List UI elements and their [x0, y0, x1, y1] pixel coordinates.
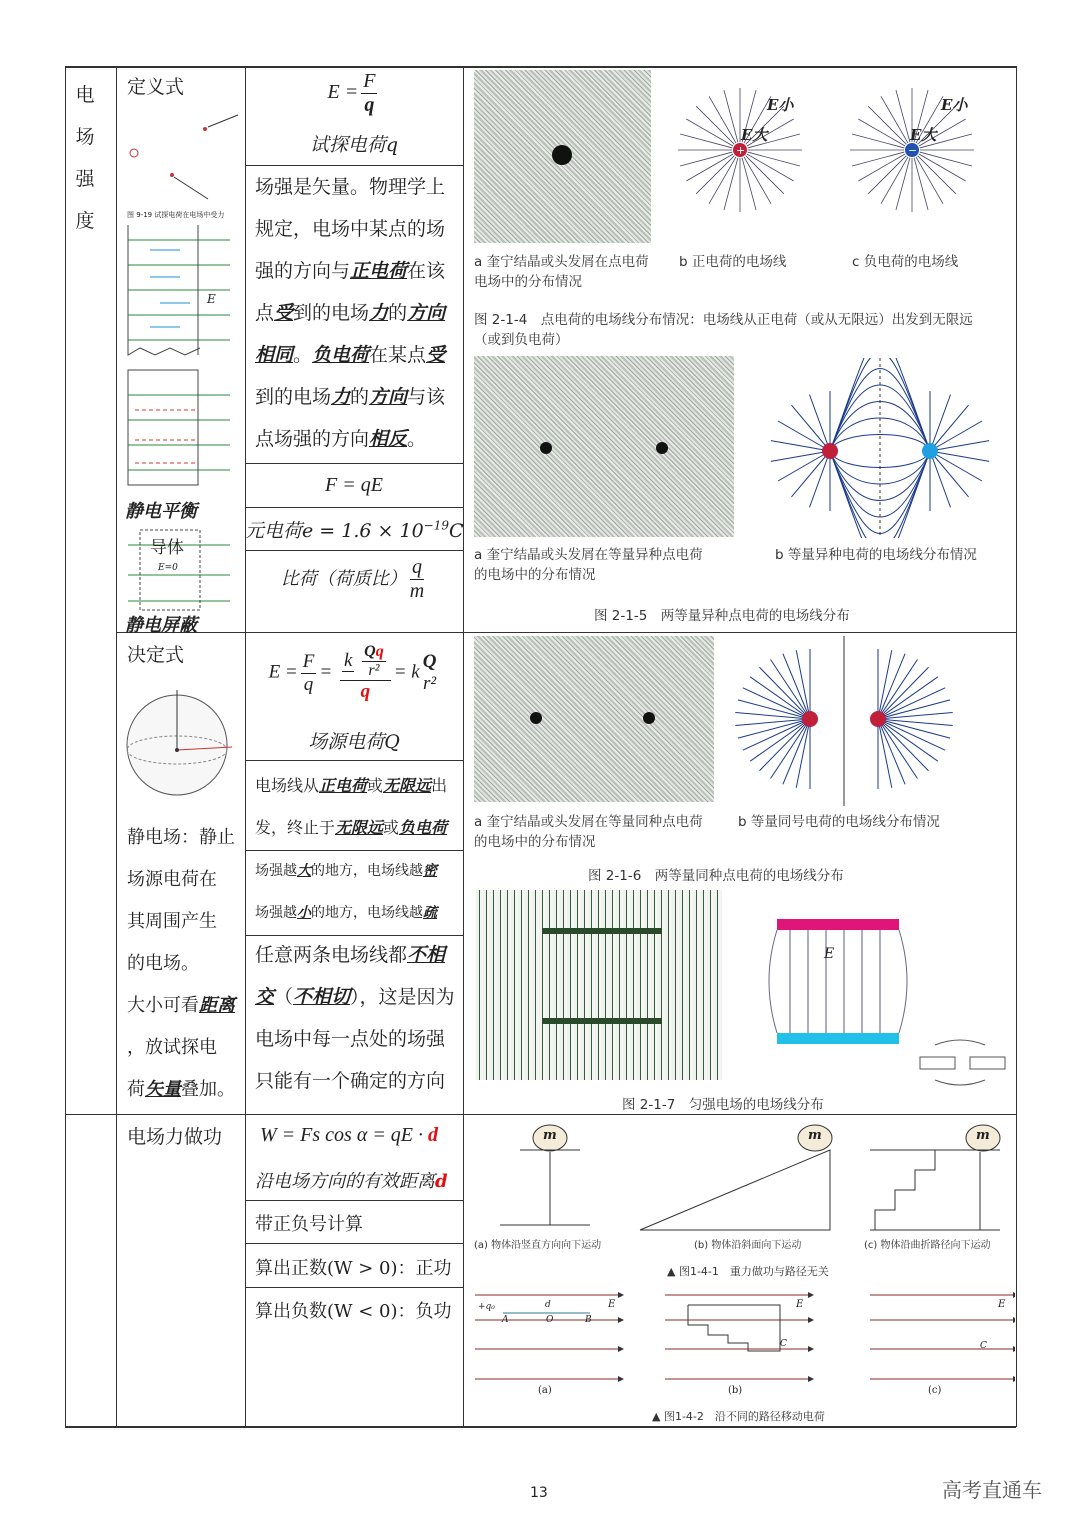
- emphasis-text: 正电荷: [350, 260, 408, 282]
- plate: [542, 1018, 662, 1024]
- charge-dot: [552, 145, 572, 165]
- specific-charge: [245, 556, 463, 603]
- emphasis-text: 方向: [407, 302, 446, 324]
- text-line: [255, 892, 460, 934]
- numerator: F: [363, 70, 376, 92]
- figure-caption: ▲ 图1-4-2 沿不同的路径移动电荷: [652, 1410, 825, 1423]
- figure-subcaption: b 等量异种电荷的电场线分布情况: [775, 547, 977, 563]
- text: 到的电场: [255, 386, 332, 408]
- field-label: E: [824, 946, 835, 962]
- field-line: [868, 106, 906, 144]
- text-line: [127, 1069, 243, 1111]
- point-a: A: [502, 1315, 509, 1325]
- exponent: −19: [423, 518, 449, 533]
- path-line: [688, 1305, 780, 1351]
- text: 场强越: [255, 863, 297, 879]
- like-charges-photo: [474, 636, 714, 802]
- denominator: q: [303, 673, 314, 695]
- k: k: [411, 661, 420, 683]
- determination-formula: E = $\frac{F}{q}$ = k $\frac{Qq}{\text{r²}}$ q = k Q r²: [268, 643, 437, 702]
- q: q: [375, 643, 384, 660]
- text: 在某点: [369, 344, 427, 366]
- text-line: [127, 859, 243, 901]
- emphasis-text: 疏: [423, 905, 437, 921]
- work-formula: [260, 1124, 438, 1147]
- elementary-charge: [245, 516, 463, 543]
- field-line: [791, 451, 830, 497]
- emphasis-text: 无限远: [383, 776, 432, 795]
- determination-label: 决定式: [127, 644, 185, 666]
- text-line: [255, 807, 460, 849]
- numerator: F: [302, 650, 315, 672]
- distance-label: d: [545, 1300, 551, 1310]
- field-label: E: [608, 1299, 616, 1310]
- source-charge-note: 场源电荷Q: [308, 731, 400, 753]
- figure-subcaption: b 正电荷的电场线: [679, 254, 787, 270]
- arrowhead: [618, 1376, 624, 1382]
- arrowhead: [1013, 1292, 1015, 1298]
- electrostatic-shielding-label: 静电屏蔽: [125, 615, 197, 636]
- text: 规定，电场中某点的场: [255, 218, 446, 240]
- charge-sign: +: [736, 144, 746, 157]
- text: （: [274, 986, 294, 1008]
- conductor-label: 导体: [150, 538, 184, 558]
- field-line: [809, 395, 830, 451]
- text: 荷: [127, 1079, 145, 1100]
- r2: r²: [368, 662, 380, 679]
- text-line: [255, 1018, 460, 1060]
- field-line: [930, 451, 951, 507]
- emphasis-text: 力: [331, 386, 351, 408]
- emphasis-text: 负电荷: [399, 818, 448, 837]
- positive-charge: [802, 711, 818, 727]
- text: 或: [383, 818, 400, 837]
- text: 只能有一个确定的方向: [255, 1070, 446, 1092]
- cell-line: [245, 1200, 463, 1201]
- text: 的电场。: [127, 953, 199, 974]
- point-c: C: [780, 1339, 787, 1349]
- numerator: q: [411, 556, 422, 578]
- figure-subcaption: (b) 物体沿斜面向下运动: [694, 1240, 802, 1251]
- field-line: [759, 667, 810, 719]
- figure-subcaption: b 等量同号电荷的电场线分布情况: [738, 814, 940, 830]
- figure-subcaption: a 奎宁结晶或头发屑在等量同种点电荷的电场中的分布情况: [474, 814, 703, 850]
- text: 到的电场: [293, 302, 370, 324]
- page-number: 13: [530, 1485, 548, 1501]
- title-char: 电: [75, 84, 95, 106]
- field-line: [791, 405, 830, 451]
- text: 的地方，电场线越: [311, 863, 423, 879]
- emphasis-text: 相同: [255, 344, 294, 366]
- title-char: 强: [75, 168, 95, 190]
- point-b: B: [585, 1315, 592, 1325]
- text-line: [127, 817, 243, 859]
- arrowhead: [618, 1317, 624, 1323]
- text-line: [255, 334, 460, 376]
- figure-caption: 图 9-19 试探电荷在电场中受力: [127, 211, 225, 219]
- cell-line: [245, 463, 463, 464]
- field-line: [830, 451, 930, 538]
- col-line: [116, 66, 117, 1427]
- opposite-charges-field-lines: [760, 358, 1005, 538]
- point-c: C: [980, 1341, 987, 1351]
- charge-dot: [540, 442, 552, 454]
- figure-subcaption: (b): [728, 1385, 743, 1396]
- q: q: [360, 681, 371, 702]
- label: 比荷（荷质比）: [280, 568, 407, 590]
- text-line: [255, 850, 460, 892]
- text: ），这是因为: [350, 986, 455, 1008]
- field-line: [830, 451, 930, 538]
- text-line: [127, 1027, 243, 1069]
- field-line: [868, 156, 906, 194]
- text-line: [255, 292, 460, 334]
- text-line: [255, 166, 460, 208]
- mass-label: m: [976, 1128, 990, 1143]
- emphasis-text: 受: [274, 302, 294, 324]
- like-charges-field-lines: [735, 636, 955, 806]
- text: 的: [350, 386, 370, 408]
- col-line: [65, 66, 66, 1427]
- parallel-plates-photo: [476, 890, 722, 1080]
- watermark: 高考直通车: [942, 1478, 1042, 1502]
- value: e = 1.6 × 10: [302, 520, 424, 542]
- text-line: [127, 985, 243, 1027]
- arrowhead: [1013, 1317, 1015, 1323]
- figure-subcaption: (c) 物体沿曲折路径向下运动: [864, 1240, 991, 1251]
- formula-lhs: E =: [268, 661, 298, 683]
- point-o: O: [546, 1315, 554, 1325]
- field-line: [918, 156, 956, 194]
- negative-charge: [922, 443, 938, 459]
- r2: r²: [423, 673, 437, 694]
- emphasis-text: 力: [369, 302, 389, 324]
- field-label: E: [207, 292, 216, 306]
- no-cross-description: [255, 934, 460, 1102]
- field-line: [878, 667, 929, 719]
- field-line: [809, 451, 830, 507]
- row-line: [116, 632, 1016, 633]
- direction-description: [255, 166, 460, 460]
- emphasis-text: 矢量: [145, 1079, 181, 1100]
- force-formula: F = qE: [325, 474, 383, 496]
- text-line: [255, 250, 460, 292]
- field-line: [746, 156, 784, 194]
- e-big-label: E大: [910, 126, 937, 144]
- effective-distance: [255, 1167, 448, 1193]
- figure-subcaption: c 负电荷的电场线: [852, 254, 959, 270]
- plate: [542, 928, 662, 934]
- text: 电场中每一点处的场强: [255, 1028, 446, 1050]
- figure-subcaption: (a): [538, 1385, 552, 1396]
- emphasis-text: 小: [297, 905, 311, 921]
- work-label: 电场力做功: [127, 1126, 223, 1148]
- e-small-label: E小: [941, 96, 968, 114]
- text: 。: [407, 428, 427, 450]
- section-title: [72, 74, 98, 242]
- text-line: [127, 943, 243, 985]
- table-border-top: [65, 66, 1016, 68]
- emphasis-text: 无限远: [335, 818, 384, 837]
- charge-dot: [643, 712, 655, 724]
- text: 沿电场方向的有效距离: [255, 1171, 435, 1192]
- emphasis-text: 密: [423, 863, 437, 879]
- opposite-charges-photo: [474, 356, 734, 537]
- emphasis-text: 正电荷: [319, 776, 368, 795]
- negative-work: 算出负数(W < 0)：负功: [255, 1301, 452, 1322]
- charged-conductors-sketch: [915, 1035, 1010, 1090]
- electrostatic-equilibrium-label: 静电平衡: [125, 501, 197, 522]
- figure-caption: 图 2-1-6 两等量同种点电荷的电场线分布: [588, 868, 844, 884]
- zero-field-label: E=0: [158, 563, 178, 573]
- text: 大小可看: [127, 995, 199, 1016]
- cell-line: [245, 550, 463, 551]
- charge-dot: [530, 712, 542, 724]
- cell-line: [245, 1243, 463, 1244]
- denominator: q: [364, 94, 375, 116]
- charge-sign: −: [908, 144, 918, 157]
- text: 的地方，电场线越: [311, 905, 423, 921]
- text: 在该: [407, 260, 446, 282]
- field-line: [830, 451, 930, 468]
- text: 出: [431, 776, 448, 795]
- text: 或: [367, 776, 384, 795]
- definition-formula: [245, 70, 463, 117]
- charge-path-diagrams: [470, 1285, 1015, 1385]
- distance-d: d: [435, 1171, 448, 1192]
- emphasis-text: 大: [297, 863, 311, 879]
- emphasis-text: 负电荷: [312, 344, 370, 366]
- arrowhead: [808, 1317, 814, 1323]
- unit: C: [448, 520, 464, 542]
- cell-line: [245, 507, 463, 508]
- field-line: [878, 719, 929, 771]
- static-field-description: [127, 817, 243, 1111]
- arrowhead: [618, 1346, 624, 1352]
- arrowhead: [618, 1292, 624, 1298]
- text-line: [255, 418, 460, 460]
- text: 其周围产生: [127, 911, 217, 932]
- figure-subcaption: a 奎宁结晶或头发屑在点电荷电场中的分布情况: [474, 254, 649, 290]
- field-label: E: [796, 1299, 804, 1310]
- emphasis-text: 不相切: [293, 986, 351, 1008]
- emphasis-text: 不相: [407, 944, 446, 966]
- formula-text: W = Fs cos α = qE ·: [260, 1124, 429, 1146]
- e-small-label: E小: [767, 96, 794, 114]
- denominator: m: [409, 580, 425, 602]
- text-line: [255, 376, 460, 418]
- table-border-bottom: [65, 1426, 1016, 1428]
- text: 叠加。: [181, 1079, 235, 1100]
- emphasis-text: 交: [255, 986, 275, 1008]
- text: 。: [293, 344, 313, 366]
- mass-label: m: [543, 1128, 557, 1143]
- sign-note: 带正负号计算: [255, 1214, 363, 1235]
- test-charge-note: 试探电荷q: [309, 134, 399, 156]
- text: 场强越: [255, 905, 297, 921]
- charge-dot: [656, 442, 668, 454]
- row-line: [65, 1114, 1016, 1115]
- field-label: E: [998, 1299, 1006, 1310]
- field-line: [930, 451, 969, 497]
- figure-caption: 图 2-1-5 两等量异种点电荷的电场线分布: [594, 608, 850, 624]
- emphasis-text: 相反: [369, 428, 408, 450]
- col-line: [463, 66, 464, 1427]
- mass-label: m: [808, 1128, 822, 1143]
- field-line-origin: [255, 765, 460, 849]
- emphasis-text: 方向: [369, 386, 408, 408]
- text: 点场强的方向: [255, 428, 370, 450]
- figure-caption: 图 2-1-4 点电荷的电场线分布情况：电场线从正电荷（或从无限远）出发到无限远（或到负电荷）: [474, 312, 973, 348]
- field-line: [930, 395, 951, 451]
- text: 场强是矢量。物理学上: [255, 176, 446, 198]
- text: 点: [255, 302, 275, 324]
- field-line: [930, 405, 969, 451]
- text: 与该: [407, 386, 446, 408]
- distance-d: d: [428, 1124, 439, 1146]
- positive-charge: [870, 711, 886, 727]
- arrowhead: [808, 1292, 814, 1298]
- text: 场源电荷在: [127, 869, 217, 890]
- cell-line: [245, 1287, 463, 1288]
- k: k: [343, 649, 353, 671]
- field-line: [696, 106, 734, 144]
- text: 发，终止于: [255, 818, 336, 837]
- positive-work: 算出正数(W > 0)：正功: [255, 1258, 452, 1279]
- figure-subcaption: (c): [928, 1385, 942, 1396]
- figure-caption: ▲ 图1-4-1 重力做功与路径无关: [667, 1265, 829, 1278]
- field-line: [759, 719, 810, 771]
- col-line: [1016, 66, 1017, 1427]
- figure-subcaption: (a) 物体沿竖直方向向下运动: [474, 1240, 602, 1251]
- text: 任意两条电场线都: [255, 944, 408, 966]
- title-char: 场: [75, 126, 95, 148]
- text-line: [255, 976, 460, 1018]
- cell-line: [245, 760, 463, 761]
- emphasis-text: 受: [426, 344, 446, 366]
- uniform-field-diagram: [765, 915, 915, 1055]
- density-description: [255, 850, 460, 934]
- arrowhead: [1013, 1346, 1015, 1352]
- label: 元电荷: [245, 520, 303, 542]
- text-line: [255, 765, 460, 807]
- text-line: [255, 1060, 460, 1102]
- Q: Q: [364, 643, 376, 660]
- emphasis-text: 距离: [199, 995, 235, 1016]
- text: ，放试探电: [127, 1037, 217, 1058]
- positive-charge: [822, 443, 838, 459]
- charge-label: +q₀: [478, 1302, 495, 1312]
- arrowhead: [808, 1376, 814, 1382]
- figure-caption: 图 2-1-7 匀强电场的电场线分布: [622, 1097, 824, 1113]
- title-char: 度: [75, 210, 95, 232]
- definition-label: 定义式: [127, 76, 185, 98]
- text: 静电场：静止: [127, 827, 235, 848]
- text-line: [127, 901, 243, 943]
- formula-lhs: E =: [327, 81, 359, 104]
- field-line: [696, 156, 734, 194]
- e-big-label: E大: [741, 126, 768, 144]
- text: 强的方向与: [255, 260, 351, 282]
- text-line: [255, 208, 460, 250]
- point-charge-photo: [474, 70, 651, 243]
- sphere-diagram: [122, 685, 242, 805]
- arrowhead: [1013, 1376, 1015, 1382]
- text-line: [255, 934, 460, 976]
- figure-subcaption: a 奎宁结晶或头发屑在等量异种点电荷的电场中的分布情况: [474, 547, 703, 583]
- Q: Q: [422, 651, 437, 672]
- text: 电场线从: [255, 776, 320, 795]
- text: 的: [388, 302, 408, 324]
- arrowhead: [808, 1346, 814, 1352]
